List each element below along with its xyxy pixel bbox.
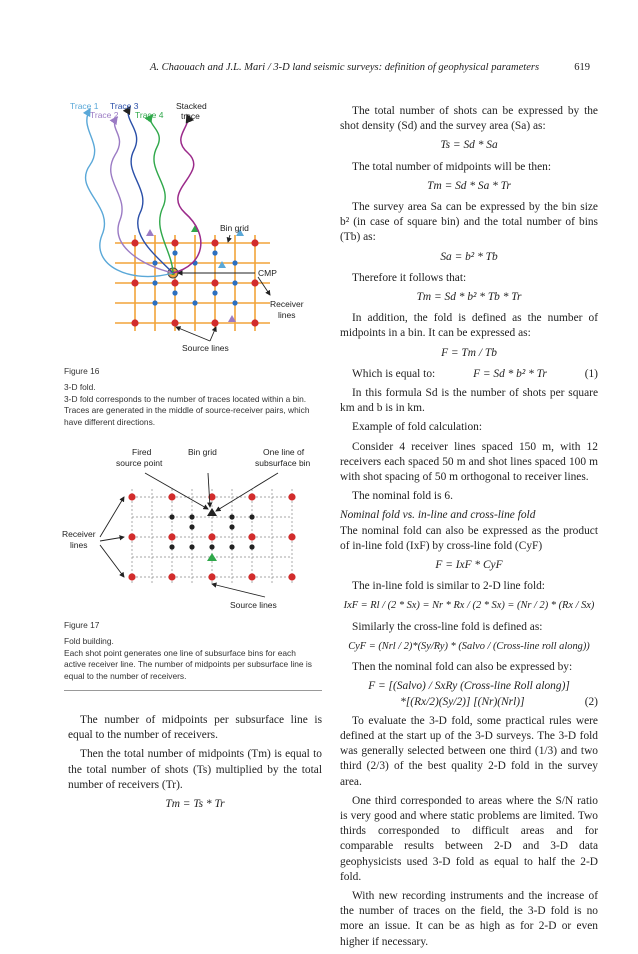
fig16-trace-4 — [151, 115, 173, 273]
right-paragraph-9: The nominal fold is 6. — [352, 490, 453, 503]
right-paragraph-1: The total number of shots can be expressed by the shot density (Sd) and the survey area (Sa) as: — [340, 105, 598, 133]
fig17-label-receiver-lines: lines — [70, 540, 88, 550]
right-paragraph-3: The survey area Sa can be expressed by the bin size b² (in case of square bin) and the total number of bins (Tb) as: — [340, 201, 598, 244]
fig17-label-receiver: Receiver — [62, 529, 96, 539]
fig16-label-source-lines: Source lines — [182, 343, 229, 353]
equation-ts: Ts = Sd * Sa — [440, 139, 498, 152]
running-header — [150, 62, 590, 73]
figure-17-title: Figure 17 — [64, 620, 100, 630]
fig17-label-source-point: source point — [116, 458, 163, 468]
equation-tm: Tm = Sd * Sa * Tr — [427, 179, 511, 192]
section-heading: Nominal fold vs. in-line and cross-line fold — [340, 509, 536, 522]
right-paragraph-12: Similarly the cross-line fold is defined as: — [352, 620, 543, 633]
fig17-midpoints — [169, 514, 254, 549]
fig16-label-stacked-trace: trace — [181, 111, 200, 121]
equation-2-row — [340, 695, 598, 710]
equation-cyf: CyF = (Nrl / 2)*(Sy/Ry) * (Salvo / (Cross-line roll along)) — [348, 640, 590, 652]
equation-2-number: (2) — [584, 695, 598, 708]
fig17-label-one-line-of: One line of — [263, 447, 305, 457]
fig16-label-trace-3: Trace 3 — [110, 101, 139, 111]
figure-16 — [60, 95, 340, 357]
running-title: A. Chaouach and J.L. Mari / 3-D land seismic surveys: definition of geophysical parameters — [150, 62, 540, 73]
right-paragraph-10: The nominal fold can also be expressed as the product of in-line fold (IxF) by cross-line fold (CyF) — [340, 524, 598, 552]
fig16-label-receiver-lines: lines — [278, 310, 296, 320]
figure-16-body: 3-D fold corresponds to the number of traces located within a bin. Traces are generated in the middle of source-receiver pairs, which have different directions. — [64, 393, 310, 427]
equation-tm-expanded: Tm = Sd * b² * Tb * Tr — [416, 291, 522, 304]
right-paragraph-16: With new recording instruments and the increase of the number of traces on the field, the 3-D fold is no more an issue. It can be as high as for 2-D or even higher if necessary. — [340, 889, 598, 948]
figure-17-heading: Fold building. — [64, 636, 114, 647]
right-paragraph-7: Example of fold calculation: — [352, 421, 482, 434]
fig16-label-receiver: Receiver — [270, 299, 304, 309]
figure-17-caption — [64, 620, 320, 682]
right-paragraph-15: One third corresponded to areas where the S/N ratio is very good and where static problems are limited. Two thirds corresponded to difficult areas and for comparable results between 2-D and 3-D data geophysicists used 3-D fold as equal to half the 2-D fold. — [340, 794, 598, 883]
equation-sa: Sa = b² * Tb — [440, 250, 498, 263]
right-paragraph-13: Then the nominal fold can also be expressed by: — [352, 661, 573, 674]
right-paragraph-8: Consider 4 receiver lines spaced 150 m, with 12 receivers each spaced 50 m and shot lines spaced 100 m with shot spacing of 50 m orthogonal to receiver lines. — [340, 440, 598, 484]
left-column-text — [68, 713, 322, 818]
equation-1-row — [340, 367, 598, 382]
equation-1-lead: Which is equal to: — [352, 367, 436, 380]
fig16-label-cmp: CMP — [258, 268, 277, 278]
figure-16-caption — [64, 366, 320, 428]
equation-fold-ratio: F = Tm / Tb — [441, 346, 497, 359]
fig16-label-trace-2: Trace 2 — [90, 110, 119, 120]
fig17-label-source-lines: Source lines — [230, 600, 277, 610]
fig16-label-trace-4: Trace 4 — [135, 110, 164, 120]
figure-separator-rule — [64, 690, 322, 691]
left-paragraph-2: Then the total number of midpoints (Tm) is equal to the total number of shots (Ts) multiplied by the total number of receivers (Tr). — [68, 748, 322, 791]
right-paragraph-5: In addition, the fold is defined as the number of midpoints in a bin. It can be expressed as: — [340, 312, 598, 340]
figure-17 — [60, 445, 340, 615]
left-equation-1: Tm = Ts * Tr — [165, 798, 225, 811]
equation-1: F = Sd * b² * Tr — [473, 367, 547, 380]
equation-2-line-2: *[(Rx/2)(Sy/2)] [(Nr)(Nrl)] — [400, 695, 525, 708]
fig16-label-bin-grid: Bin grid — [220, 223, 249, 233]
equation-2-line-1: F = [(Salvo) / SxRy (Cross-line Roll along)] — [368, 680, 570, 693]
fig17-label-fired: Fired — [132, 447, 152, 457]
equation-f-ixf-cyf: F = IxF * CyF — [435, 559, 503, 572]
equation-1-number: (1) — [584, 367, 598, 380]
figure-16-title: Figure 16 — [64, 366, 100, 376]
right-paragraph-2: The total number of midpoints will be then: — [352, 160, 551, 173]
figure-17-body: Each shot point generates one line of subsurface bins for each active receiver line. The number of midpoints per subsurface line is equal to the number of receivers. — [64, 647, 312, 681]
fig17-label-subsurface-bin: subsurface bin — [255, 458, 311, 468]
right-paragraph-11: The in-line fold is similar to 2-D line fold: — [352, 580, 545, 593]
left-paragraph-1: The number of midpoints per subsurface line is equal to the number of receivers. — [68, 714, 322, 742]
fig17-fired-source-point — [207, 508, 217, 516]
right-column-text — [340, 104, 598, 954]
fig16-stacked-trace — [173, 115, 201, 273]
right-paragraph-6: In this formula Sd is the number of shots per square km and b is in km. — [340, 387, 598, 415]
right-paragraph-4: Therefore it follows that: — [352, 271, 467, 284]
right-paragraph-14: To evaluate the 3-D fold, some practical rules were defined at the start up of the 3-D surveys. The 3-D fold was generally selected between one third (1/3) and two third (2/3) of the best quality 2-D fold in the survey area. — [340, 714, 598, 788]
fig16-label-stacked: Stacked — [176, 101, 207, 111]
equation-ixf: IxF = Rl / (2 * Sx) = Nr * Rx / (2 * Sx) = (Nr / 2) * (Rx / Sx) — [343, 600, 595, 612]
page-number: 619 — [574, 62, 590, 73]
figure-16-heading: 3-D fold. — [64, 382, 96, 393]
fig17-label-bin-grid: Bin grid — [188, 447, 217, 457]
fig16-label-trace-1: Trace 1 — [70, 101, 99, 111]
